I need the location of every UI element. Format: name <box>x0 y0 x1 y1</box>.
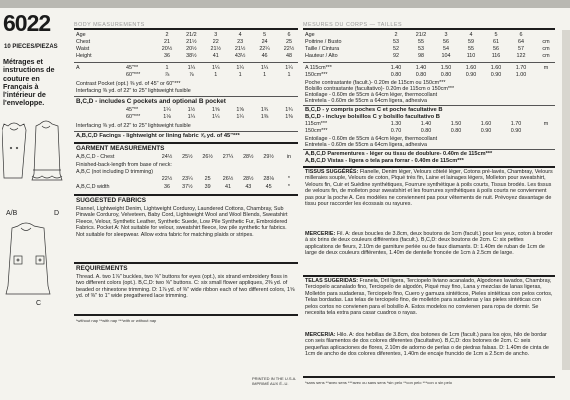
divider <box>303 62 555 63</box>
gm-cell: * <box>287 184 291 190</box>
dress-d-sketch <box>32 121 62 180</box>
fr-yardage-cell: 1.30 <box>390 121 402 127</box>
fr-size-cell: 2 <box>394 32 398 38</box>
fr-size-cell: cm <box>542 46 550 52</box>
size-row-height <box>74 53 298 60</box>
sketch-label-d: D <box>54 210 60 217</box>
divider <box>74 131 298 132</box>
fr-size-cell: 4 <box>469 32 473 38</box>
divider <box>74 62 298 63</box>
yardage-row-bcd-60 <box>74 114 298 121</box>
fr-size-label: Hauteur / Alto <box>305 53 338 59</box>
fr-yardage-cell: 1.70 <box>515 65 527 71</box>
gm-cell: 25½ <box>182 154 193 160</box>
fr-yardage-cell: 0.80 <box>390 72 402 78</box>
size-cell: 20½ <box>161 46 173 52</box>
yardage-row-bcd-45 <box>74 107 298 114</box>
divider <box>303 149 555 150</box>
yardage-cell: 1¼ <box>212 114 220 120</box>
fr-size-cell: 6 <box>519 32 523 38</box>
fr-yardage-label: A 115cm*** <box>305 65 332 71</box>
gm-cell: 39 <box>204 184 211 190</box>
requirements-text: Thread. A. two 1⅞" buckles, two ⅝" buttons for eyes (opt.), six strand embroidery floss in two different colors (opt.). B,C,D: two ⅝" buttons. C: six small flower appliques, 2⅜ yd. of beaded or rhinestone trimming. D: 1⅞ yd. of ⅜" wide ribbon each of two different colors, 1⅝ yd. of ⅜" to 1" wide pregathered lace trimming. <box>76 274 295 300</box>
gm-cell: 26½ <box>222 176 234 182</box>
mercerie-text: Fil. A: deux boucles de 3.8cm, deux boutons de 1cm (facult.) pour les yeux, coton à broder à six brins de deux couleurs différentes (facult.). B,C,D: deux boutons de 2cm. C: six petites applications de fleurs, 2.10m de garniture perlée ou de faux diamants. D: 1.40m de ruban de 1cm de large de deux couleurs différentes, 1.40m de dentelle froncée de 1cm à 2.5cm de large. <box>305 231 553 257</box>
fr-yardage-cell: 0.80 <box>420 128 432 134</box>
fr-bcd-note: Entoilage - 0.60m de 55cm à 64cm léger, thermocollant <box>305 136 438 142</box>
sketch-label-c: C <box>36 300 42 307</box>
pattern-number: 6022 <box>3 10 51 36</box>
size-row-label: Age <box>76 32 86 38</box>
english-top-bar <box>74 28 298 30</box>
french-faint-header: MESURES DU CORPS — TAILLES <box>303 22 403 28</box>
gm-cell: 45 <box>265 184 272 190</box>
fr-yardage-row-bcd-115 <box>303 121 555 128</box>
fr-yardage-cell: 1.60 <box>490 65 502 71</box>
fr-size-row-age <box>303 32 555 39</box>
fr-yardage-cell: 0.90 <box>480 128 492 134</box>
fr-size-cell: 3 <box>444 32 448 38</box>
yardage-cell: 1 <box>287 72 291 78</box>
es-facings-note: A,B,C,D Vistas - ligera o tela para forrar - 0.40m de 115cm*** <box>305 158 464 164</box>
fr-size-row-chest <box>303 39 555 46</box>
interfacing-bcd-note: Interfacing ⅜ yd. of 22" to 25" lightweight fusible <box>76 123 191 129</box>
gm-row-chest <box>74 154 298 161</box>
size-cell: 21/2 <box>186 32 197 38</box>
fr-size-cell: cm <box>542 39 550 45</box>
yardage-cell: 1⅝ <box>236 107 244 113</box>
garment-measurements-heading: GARMENT MEASUREMENTS <box>76 145 165 152</box>
fr-bcd-note: Entretela - 0.60m de 55cm a 64cm ligera, adhesiva <box>305 142 427 148</box>
size-row-waist <box>74 46 298 53</box>
yardage-cell: 1 <box>165 65 169 71</box>
size-cell: 21½ <box>210 46 222 52</box>
dress-c-sketch <box>6 223 50 294</box>
fr-size-cell: 64 <box>518 39 524 45</box>
fr-yardage-row-a-150 <box>303 72 555 79</box>
size-cell: 6 <box>287 32 291 38</box>
yardage-cell: 1⅝ <box>212 107 220 113</box>
fr-yardage-cell: 1.00 <box>515 72 527 78</box>
yardage-cell: 1¼ <box>236 65 244 71</box>
garment-sketches <box>2 118 66 338</box>
fr-size-cell: 92 <box>393 53 399 59</box>
fr-facings-note: A,B,C,D Parementures - léger ou tissu de doublure- 0.40m de 115cm*** <box>305 151 493 157</box>
gm-cell: 37½ <box>182 184 193 190</box>
fr-yardage-cell: 0.80 <box>440 72 452 78</box>
yardage-width: 60"*** <box>126 114 141 120</box>
gm-cell: 29½ <box>263 154 274 160</box>
gm-label: A,B,C,D width <box>76 184 110 190</box>
fr-yardage-cell: 0.80 <box>415 72 427 78</box>
yardage-cell: 1½ <box>187 107 196 113</box>
fr-size-cell: 104 <box>441 53 451 59</box>
gm-cell: 36 <box>164 184 170 190</box>
fr-bcd-header: B,C,D - y compris poches C et poche facultative B <box>305 107 443 113</box>
french-top-bar <box>303 28 555 30</box>
dress-sketches-svg <box>2 118 66 338</box>
gm-cell: 26½ <box>202 154 213 160</box>
fr-a-note: Bolsillo contrastante (facultativo)- 0.20m de 115cm o 150cm*** <box>305 86 455 92</box>
section-bar <box>74 314 298 316</box>
yardage-cell: 1⅜ <box>285 114 293 120</box>
fr-yardage-cell: 1.40 <box>420 121 432 127</box>
size-cell: 23 <box>237 39 244 45</box>
gm-row-width <box>74 184 298 191</box>
size-cell: 20½ <box>186 46 197 52</box>
section-bar <box>74 262 298 264</box>
fr-size-cell: 5 <box>494 32 498 38</box>
english-faint-header: BODY MEASUREMENTS <box>74 22 145 28</box>
gm-back-length-label: Finished-back-length from base of neck: <box>76 162 172 168</box>
fr-yardage-cell: 1.60 <box>465 65 477 71</box>
fr-a-note: Poche contrastante (facult.)- 0.20m de 115cm ou 150cm*** <box>305 80 446 86</box>
section-bar <box>303 166 555 168</box>
section-bar <box>303 275 555 277</box>
fr-size-cell: 56 <box>493 46 499 52</box>
dress-ab-sketch <box>2 123 26 178</box>
yardage-cell: 1⅛ <box>163 114 171 120</box>
fr-a-note: Entretela - 0.60m de 55cm a 64cm ligera, adhesiva <box>305 98 427 104</box>
merceria-title: MERCERIA: <box>305 332 336 338</box>
tissus-block <box>305 169 553 207</box>
fr-yardage-cell: m <box>543 65 549 71</box>
size-cell: 24 <box>261 39 268 45</box>
fr-yardage-cell: 1.50 <box>440 65 452 71</box>
fr-size-cell: 53 <box>393 39 399 45</box>
french-spanish-column <box>303 22 555 394</box>
fr-size-cell: 122 <box>516 53 526 59</box>
yardage-cell: 1 <box>263 72 267 78</box>
yardage-cell: 1⅜ <box>260 114 269 120</box>
yardage-cell: 1¼ <box>212 65 220 71</box>
fr-size-cell: 53 <box>418 46 424 52</box>
gm-cell: 22½ <box>161 176 173 182</box>
yardage-cell: 1¾ <box>260 107 269 113</box>
size-cell: 22¼ <box>259 46 270 52</box>
yardage-cell: 1¼ <box>236 114 244 120</box>
fr-size-label: Poitrine / Busto <box>305 39 342 45</box>
fr-size-row-height <box>303 53 555 60</box>
gm-cell: 27¼ <box>222 154 234 160</box>
size-cell: 4 <box>238 32 242 38</box>
size-cell: 25 <box>285 39 292 45</box>
size-cell: 36 <box>164 53 170 59</box>
size-row-age <box>74 32 298 39</box>
fr-yardage-label: 150cm*** <box>305 128 328 134</box>
merceria-block <box>305 332 553 358</box>
yardage-cell: ⅞ <box>189 72 194 78</box>
interfacing-a-note: Interfacing ⅜ yd. of 22" to 25" lightweight fusible <box>76 88 191 94</box>
size-row-label: Waist <box>76 46 90 52</box>
printed-line-2: IMPRIMÉ AUX É.-U. <box>252 381 289 386</box>
telas-title: TELAS SUGERIDAS: <box>305 278 359 284</box>
divider <box>74 96 298 97</box>
telas-block <box>305 278 553 316</box>
fr-size-cell: 52 <box>393 46 399 52</box>
fr-yardage-label: 150cm*** <box>305 72 328 78</box>
fr-yardage-cell: 0.70 <box>390 128 402 134</box>
gm-cell: 43 <box>245 184 252 190</box>
fr-yardage-cell: 1.50 <box>450 121 462 127</box>
fr-yardage-cell: m <box>543 121 549 127</box>
fr-a-note: Entoilage - 0.60m de 55cm à 64cm léger, thermocollant <box>305 92 438 98</box>
suggested-fabrics-heading: SUGGESTED FABRICS <box>76 197 146 204</box>
size-cell: 22½ <box>283 46 295 52</box>
yardage-width: 45"** <box>126 65 139 71</box>
yardage-cell: 1¼ <box>260 65 269 71</box>
english-column <box>74 22 298 394</box>
fr-size-cell: 59 <box>468 39 474 45</box>
sketch-label-ab: A/B <box>6 210 18 217</box>
mercerie-title: MERCERIE: <box>305 231 336 237</box>
fr-yardage-cell: 1.60 <box>480 121 492 127</box>
requirements-heading: REQUIREMENTS <box>76 265 128 272</box>
es-bcd-header: B,C,D - incluye bolsillos C y bolsillo facultativo B <box>305 114 440 120</box>
gm-cell: 24½ <box>161 154 173 160</box>
yardage-cell: 1¼ <box>163 107 171 113</box>
fr-nap-legend: *sans sens **avec sens ***avec ou sans sens *sin pelo **con pelo ***con o sin pelo <box>305 380 452 385</box>
size-cell: 38½ <box>186 53 197 59</box>
fr-size-label: Taille / Cintura <box>305 46 340 52</box>
left-panel <box>0 8 66 400</box>
envelope-side-flap <box>562 30 570 370</box>
fr-size-cell: 116 <box>491 53 501 59</box>
size-row-chest <box>74 39 298 46</box>
gm-abc-label: A,B,C (not including D trimming) <box>76 169 153 175</box>
yardage-cell: 1¼ <box>285 65 293 71</box>
yardage-cell: 1¾ <box>285 107 293 113</box>
size-cell: 2 <box>165 32 169 38</box>
yardage-cell: 1¼ <box>187 114 196 120</box>
fr-size-cell: 110 <box>466 53 476 59</box>
printed-in-usa <box>252 376 296 386</box>
section-bar <box>303 376 555 378</box>
fr-yardage-cell: 0.80 <box>450 128 462 134</box>
french-instructions-note: Métrages et instructions de couture en Français à l'intérieur de l'enveloppe. <box>3 57 55 108</box>
size-cell: 41 <box>212 53 219 59</box>
fr-yardage-cell: 1.40 <box>415 65 427 71</box>
yardage-cell: 1 <box>214 72 218 78</box>
facings-note: A,B,C,D Facings - lightweight or lining fabric ⅝ yd. of 45"*** <box>76 133 240 139</box>
contrast-pocket-note: Contrast Pocket (opt.) ⅜ yd. of 45" or 60"*** <box>76 81 181 87</box>
nap-legend: *without nap **with nap ***with or without nap <box>76 318 157 323</box>
yardage-row-a-60 <box>74 72 298 79</box>
fr-yardage-label: 115cm*** <box>305 121 328 127</box>
envelope-top-edge <box>0 0 570 8</box>
fr-yardage-cell: 0.90 <box>490 72 502 78</box>
size-row-label: Chest <box>76 39 91 45</box>
fr-size-cell: 21/2 <box>415 32 427 38</box>
fr-yardage-cell: 0.90 <box>510 128 522 134</box>
fr-size-cell: 98 <box>418 53 424 59</box>
fr-size-cell: cm <box>542 53 550 59</box>
size-row-label: Height <box>76 53 92 59</box>
fr-size-cell: 55 <box>468 46 474 52</box>
gm-label: A,B,C,D - Chest <box>76 154 115 160</box>
size-cell: 21½ <box>234 46 246 52</box>
size-cell: 46 <box>261 53 268 59</box>
fr-size-cell: 56 <box>443 39 449 45</box>
suggested-fabrics-text: Flannel, Lightweight Denim, Lightweight Corduroy, Laundered Cottons, Chambray, Sub Pinwale Corduroy, Velveteen, Baby Cord, Lightweight Wool and Wool Blends, Sweatshirt Fleece, Velour, Synthetic Leather, Synthetic Suede, Low Pile Synthetic Fur, Embroidered Fabrics. Pocket A: Not suitable for velour, sweatshirt fleece, low pile synthetic fur fabrics. Not suitable for sleepwear. Allow extra fabric for matching plaids or stripes. <box>76 206 288 238</box>
size-cell: 43½ <box>234 53 246 59</box>
yardage-cell: ⅞ <box>164 72 170 78</box>
divider <box>303 105 555 106</box>
size-cell: 48 <box>285 53 292 59</box>
yardage-width: 60"*** <box>126 72 141 78</box>
size-cell: 21½ <box>186 39 197 45</box>
section-bar <box>74 194 298 196</box>
merceria-text: Hilo. A: dos hebillas de 3.8cm, dos botones de 1cm (facult.) para los ojos, hilo de bordar con seis filamentos de dos colores diferentes (facultativo). B,C,D: dos botones de 2cm. C: seis pequeñas aplicaciones de flores, 2.10m de adorno de perlas o de piedras falsas. D: 1.40m de cinta de 1cm de ancho de dos colores diferentes, 1.40m de encaje fruncido de 1cm a 2.5cm de ancho. <box>305 332 549 358</box>
size-cell: 5 <box>263 32 267 38</box>
fr-size-cell: 54 <box>443 46 449 52</box>
gm-cell: 28½ <box>243 154 254 160</box>
size-cell: 21 <box>164 39 170 45</box>
gm-cell: * <box>287 176 291 182</box>
fr-size-label: Age <box>305 32 315 38</box>
gm-cell: in <box>286 154 292 160</box>
yardage-width: 45"** <box>126 107 139 113</box>
gm-cell: 25 <box>204 176 211 182</box>
yardage-cell: 1¼ <box>187 65 196 71</box>
telas-text: Franela, Dril ligera, Terciopelo liviano acanalado, Algodones lavados, Chambray, Terciopelo acanalado fino, Terciopelo de algodón, Piqué muy fino, Lana y mezclas de lanas ligeras, Molletón para sudaderas, Terciopelo fino, Cuero y gamuza sintéticos, Pieles sintéticas con pelos cortos, Telas bordadas. Las telas de terciopelo fino, de molletón para sudaderas y las pieles sintéticas con pelos cortos no convienen para el bolsillo A. Estos modelos no convienen para ropa de dormir. Se necesita tela extra para casar cuadros o rayas. <box>305 278 553 317</box>
tissus-text: Flanelle, Denim léger, Velours côtelé léger, Cotons pré-lavés, Chambray, Velours milleraies souple, Velours de coton, Piqué très fin, Laine et lainages légers, Molleton pour sweatshirt, Velours fin, Cuir et Suédine synthétiques, Fourrure synthétique à poils courts, Tissus brodés. Les tissus de velours fin, de molleton pour sweatshirt et les fourrures synthétiques à poils courts ne conviennent pas pour la poche A. Ces modèles ne conviennent pas pour vêtements de nuit. Prévoyez davantage de tissu pour raccorder les écossais ou rayures. <box>305 169 553 208</box>
size-cell: 3 <box>214 32 218 38</box>
bcd-header: B,C,D - includes C pockets and optional B pocket <box>76 98 226 105</box>
fr-yardage-cell: 1.40 <box>390 65 402 71</box>
fr-size-cell: 57 <box>518 46 524 52</box>
tissus-title: TISSUS SUGGÉRÉS: <box>305 169 359 175</box>
mercerie-block <box>305 231 553 257</box>
fr-size-cell: 61 <box>493 39 499 45</box>
yardage-cell: 1 <box>238 72 242 78</box>
size-cell: 22 <box>212 39 219 45</box>
gm-cell: 28⅛ <box>263 176 274 182</box>
fr-yardage-cell: 0.90 <box>465 72 477 78</box>
fr-yardage-cell: 1.70 <box>510 121 522 127</box>
section-bar <box>74 142 298 144</box>
fr-size-row-waist <box>303 46 555 53</box>
fr-yardage-row-bcd-150 <box>303 128 555 135</box>
printed-line-1: PRINTED IN THE U.S.A. <box>252 376 297 381</box>
fr-size-cell: 55 <box>418 39 424 45</box>
gm-cell: 28½ <box>243 176 254 182</box>
gm-cell: 41 <box>224 184 231 190</box>
fr-yardage-row-a-115 <box>303 65 555 72</box>
yardage-label: A <box>76 65 80 71</box>
pieces-count: 10 PIECES/PIEZAS <box>4 44 58 50</box>
yardage-row-a-45 <box>74 65 298 72</box>
gm-cell: 23¼ <box>182 176 193 182</box>
gm-row-back-length <box>74 176 298 183</box>
